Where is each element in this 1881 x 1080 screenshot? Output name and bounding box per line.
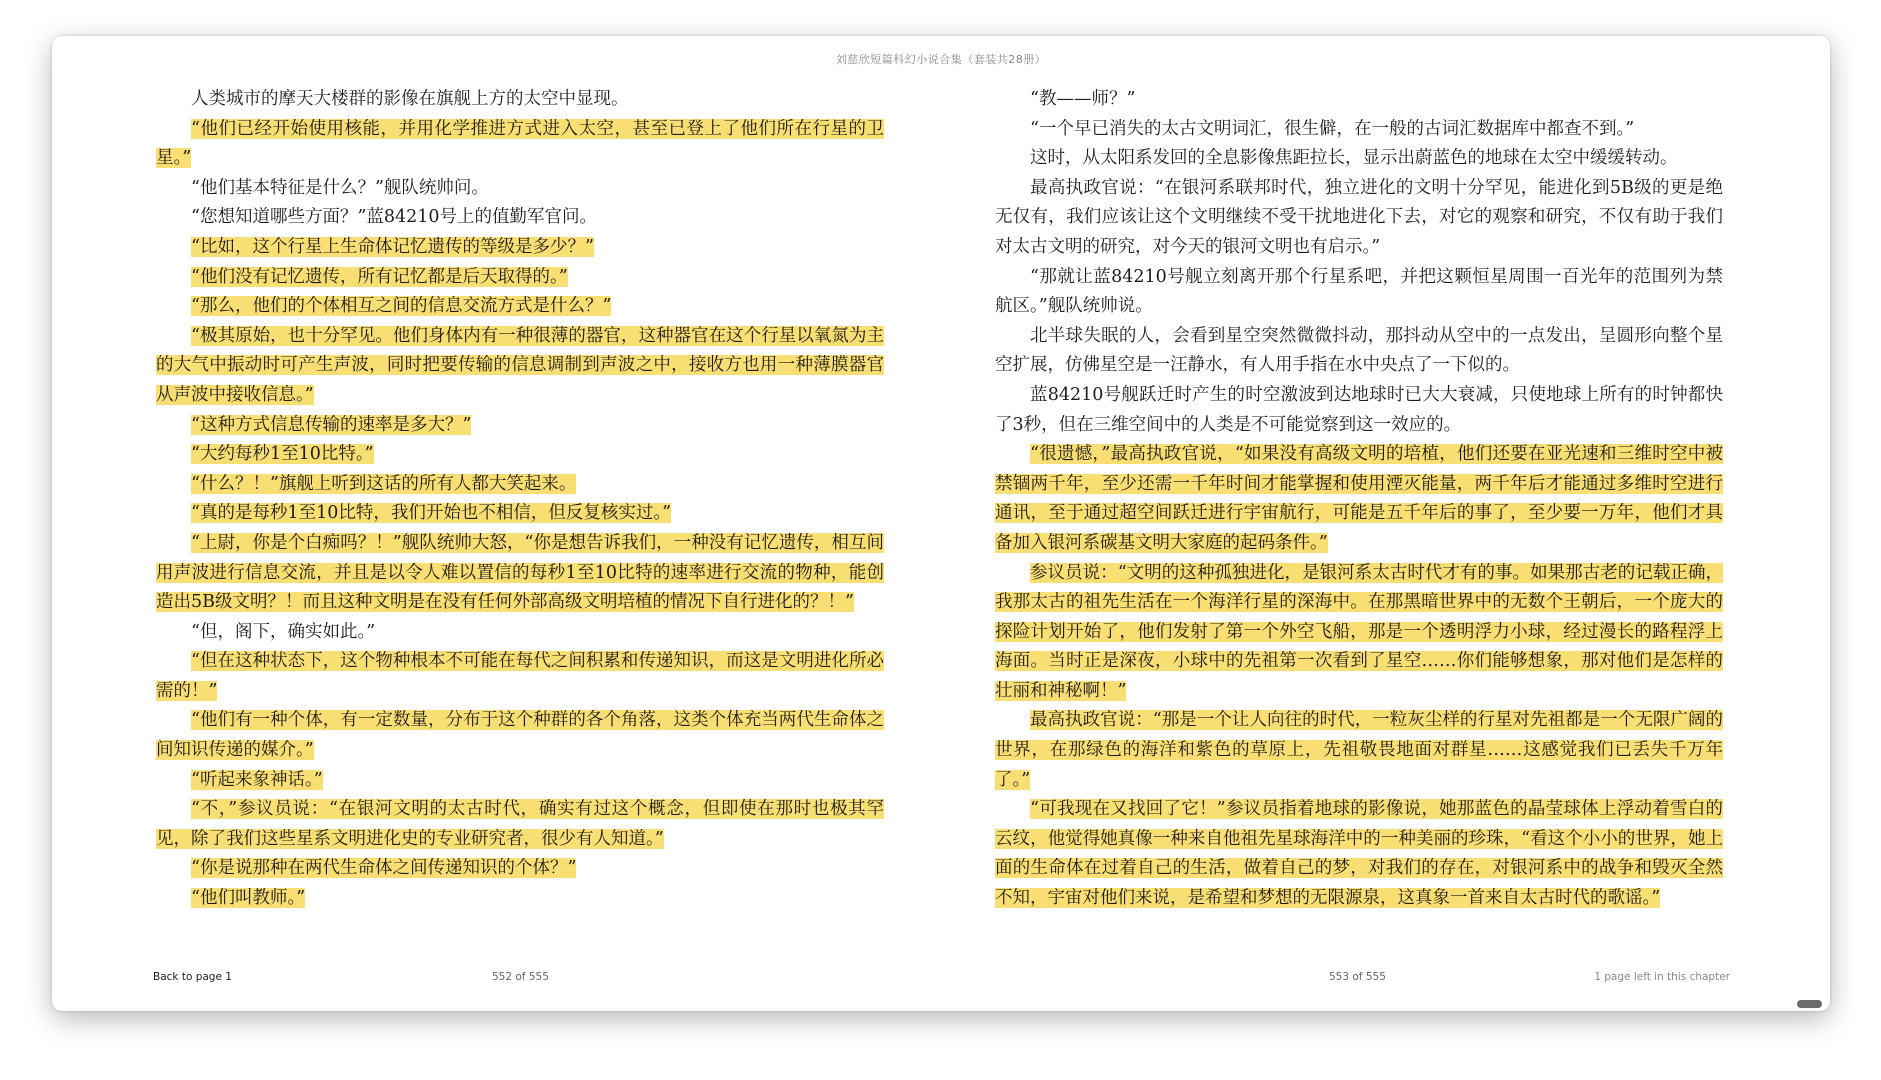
paragraph (156, 115, 884, 174)
paragraph (995, 144, 1723, 174)
highlighted-text[interactable]: “真的是每秒1至10比特，我们开始也不相信，但反复核实过。” (191, 503, 672, 524)
paragraph (156, 529, 884, 618)
paragraph (156, 766, 884, 796)
left-page-number: 552 of 555 (492, 971, 549, 983)
highlighted-text[interactable]: “他们已经开始使用核能，并用化学推进方式进入太空，甚至已登上了他们所在行星的卫星。” (156, 118, 884, 169)
paragraph (156, 618, 884, 648)
paragraph (156, 499, 884, 529)
paragraph (156, 470, 884, 500)
left-page (156, 85, 884, 914)
paragraph-text[interactable]: “他们基本特征是什么？”舰队统帅问。 (191, 177, 489, 198)
highlighted-text[interactable]: “比如，这个行星上生命体记忆遗传的等级是多少？” (191, 236, 594, 257)
paragraph (156, 233, 884, 263)
paragraph-text[interactable]: 北半球失眠的人，会看到星空突然微微抖动，那抖动从空中的一点发出，呈圆形向整个星空扩展，仿佛星空是一汪静水，有人用手指在水中央点了一下似的。 (995, 325, 1723, 376)
paragraph (156, 203, 884, 233)
highlighted-text[interactable]: 最高执政官说：“那是一个让人向往的时代，一粒灰尘样的行星对先祖都是一个无限广阔的世界，在那绿色的海洋和紫色的草原上，先祖敬畏地面对群星……这感觉我们已丢失千万年了。” (995, 710, 1723, 790)
paragraph-text[interactable]: 这时，从太阳系发回的全息影像焦距拉长，显示出蔚蓝色的地球在太空中缓缓转动。 (1030, 148, 1678, 169)
paragraph-text[interactable]: 最高执政官说：“在银河系联邦时代，独立进化的文明十分罕见，能进化到5B级的更是绝无仅有，我们应该让这个文明继续不受干扰地进化下去，对它的观察和研究，不仅有助于我们对太古文明的研究，对今天的银河文明也有启示。” (995, 177, 1723, 257)
paragraph-text[interactable]: 人类城市的摩天大楼群的影像在旗舰上方的太空中显现。 (191, 89, 629, 109)
highlighted-text[interactable]: 参议员说：“文明的这种孤独进化，是银河系太古时代才有的事。如果那古老的记载正确，我那太古的祖先生活在一个海洋行星的深海中。在那黑暗世界中的无数个王朝后，一个庞大的探险计划开始了，他们发射了第一个外空飞船，那是一个透明浮力小球，经过漫长的路程浮上海面。当时正是深夜，小球中的先祖第一次看到了星空……你们能够想象，那对他们是怎样的壮丽和神秘啊！” (995, 562, 1723, 701)
highlighted-text[interactable]: “但在这种状态下，这个物种根本不可能在每代之间积累和传递知识，而这是文明进化所必需的！” (156, 651, 884, 701)
book-title: 刘慈欣短篇科幻小说合集（套装共28册） (835, 53, 1047, 66)
right-page (995, 85, 1723, 914)
paragraph (995, 322, 1723, 381)
paragraph-text[interactable]: “您想知道哪些方面？”蓝84210号上的值勤军官问。 (191, 207, 598, 228)
paragraph (156, 85, 884, 115)
paragraph (156, 440, 884, 470)
highlighted-text[interactable]: “那么，他们的个体相互之间的信息交流方式是什么？” (191, 296, 612, 317)
paragraph (156, 795, 884, 854)
reader-window (52, 36, 1830, 1011)
highlighted-text[interactable]: “他们没有记忆遗传，所有记忆都是后天取得的。” (191, 266, 568, 287)
paragraph-text[interactable]: 蓝84210号舰跃迁时产生的时空激波到达地球时已大大衰减，只使地球上所有的时钟都快了3秒，但在三维空间中的人类是不可能觉察到这一效应的。 (995, 384, 1723, 435)
highlighted-text[interactable]: “不，”参议员说：“在银河文明的太古时代，确实有过这个概念，但即使在那时也极其罕见，除了我们这些星系文明进化史的专业研究者，很少有人知道。” (156, 799, 884, 849)
resize-handle[interactable] (1797, 1000, 1822, 1008)
paragraph (995, 381, 1723, 440)
paragraph-text[interactable]: “那就让蓝84210号舰立刻离开那个行星系吧，并把这颗恒星周围一百光年的范围列为禁航区。”舰队统帅说。 (995, 266, 1723, 317)
paragraph (156, 322, 884, 411)
highlighted-text[interactable]: “很遗憾，”最高执政官说，“如果没有高级文明的培植，他们还要在亚光速和三维时空中被禁锢两千年，至少还需一千年时间才能掌握和使用湮灭能量，两千年后才能通过多维时空进行通讯，至于通过超空间跃迁进行宇宙航行，可能是五千年后的事了，至少要一万年，他们才具备加入银河系碳基文明大家庭的起码条件。” (995, 444, 1723, 553)
paragraph (156, 647, 884, 706)
paragraph (995, 795, 1723, 913)
highlighted-text[interactable]: “他们有一种个体，有一定数量，分布于这个种群的各个角落，这类个体充当两代生命体之间知识传递的媒介。” (156, 710, 884, 761)
paragraph-text[interactable]: “教——师？” (1030, 89, 1136, 109)
paragraph (156, 263, 884, 293)
paragraph (995, 174, 1723, 263)
paragraph (156, 174, 884, 204)
paragraph (156, 854, 884, 884)
paragraph-text[interactable]: “但，阁下，确实如此。” (191, 621, 376, 642)
back-to-page-link[interactable]: Back to page 1 (153, 971, 232, 983)
highlighted-text[interactable]: “大约每秒1至10比特。” (191, 444, 374, 465)
paragraph (995, 85, 1723, 115)
highlighted-text[interactable]: “极其原始，也十分罕见。他们身体内有一种很薄的器官，这种器官在这个行星以氧氮为主的大气中振动时可产生声波，同时把要传输的信息调制到声波之中，接收方也用一种薄膜器官从声波中接收信息。” (156, 325, 884, 405)
highlighted-text[interactable]: “上尉，你是个白痴吗？！”舰队统帅大怒，“你是想告诉我们，一种没有记忆遗传，相互间用声波进行信息交流，并且是以令人难以置信的每秒1至10比特的速率进行交流的物种，能创造出5B级文明？！而且这种文明是在没有任何外部高级文明培植的情况下自行进化的？！” (156, 532, 884, 613)
paragraph (995, 440, 1723, 558)
paragraph (156, 411, 884, 441)
chapter-pages-left: 1 page left in this chapter (1594, 971, 1730, 983)
paragraph (995, 263, 1723, 322)
paragraph (995, 559, 1723, 707)
highlighted-text[interactable]: “可我现在又找回了它！”参议员指着地球的影像说，她那蓝色的晶莹球体上浮动着雪白的云纹，他觉得她真像一种来自他祖先星球海洋中的一种美丽的珍珠，“看这个小小的世界，她上面的生命体在过着自己的生活，做着自己的梦，对我们的存在，对银河系中的战争和毁灭全然不知，宇宙对他们来说，是希望和梦想的无限源泉，这真象一首来自太古时代的歌谣。” (995, 799, 1723, 909)
right-page-number: 553 of 555 (1329, 971, 1386, 983)
highlighted-text[interactable]: “什么？！”旗舰上听到这话的所有人都大笑起来。 (191, 473, 577, 494)
paragraph (156, 706, 884, 765)
paragraph (995, 115, 1723, 145)
paragraph-text[interactable]: “一个早已消失的太古文明词汇，很生僻，在一般的古词汇数据库中都查不到。” (1030, 118, 1635, 139)
paragraph (156, 884, 884, 914)
highlighted-text[interactable]: “这种方式信息传输的速率是多大？” (191, 414, 472, 435)
paragraph (995, 706, 1723, 795)
highlighted-text[interactable]: “你是说那种在两代生命体之间传递知识的个体？” (191, 858, 577, 879)
paragraph (156, 292, 884, 322)
highlighted-text[interactable]: “听起来象神话。” (191, 769, 323, 790)
highlighted-text[interactable]: “他们叫教师。” (191, 888, 306, 909)
